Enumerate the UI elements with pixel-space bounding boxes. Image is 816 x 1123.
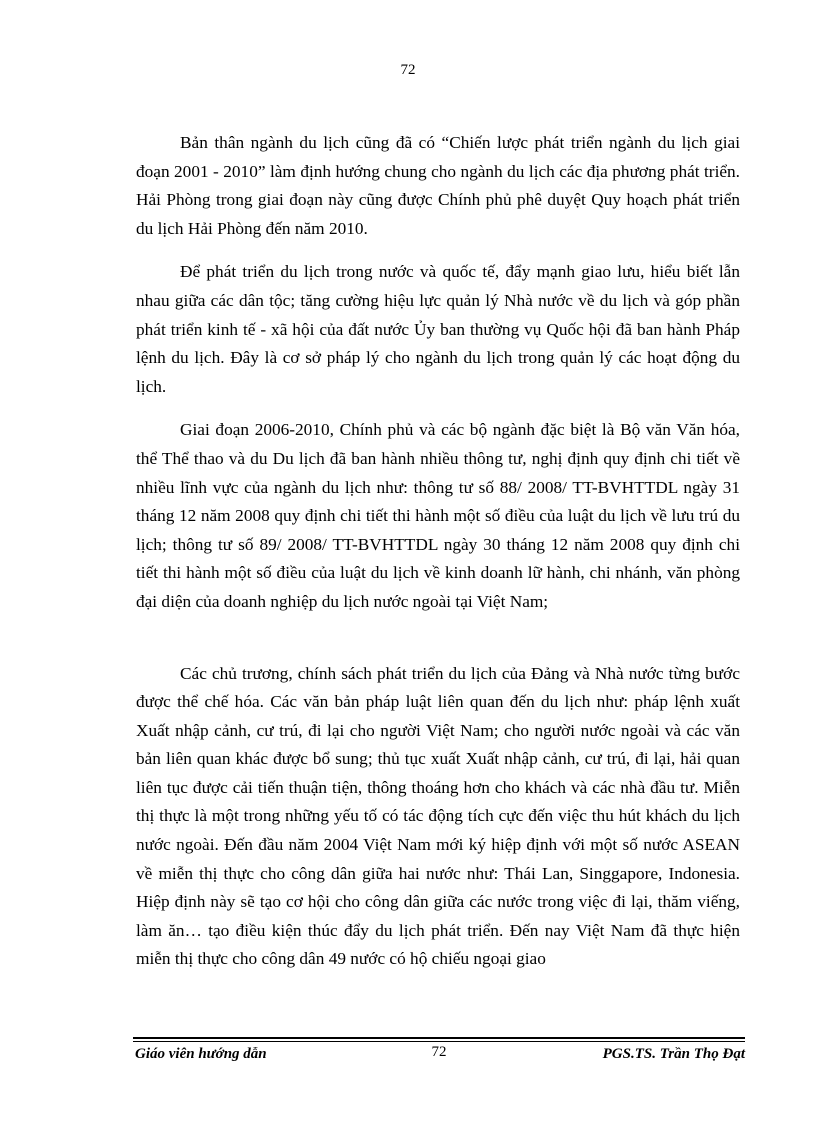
body-text (136, 129, 740, 974)
footer-supervisor-label: Giáo viên hướng dẫn (135, 1046, 267, 1062)
footer-rule-thick (133, 1037, 745, 1039)
paragraph-circulars-2006-2010: Giai đoạn 2006-2010, Chính phủ và các bộ ngành đặc biệt là Bộ văn Văn hóa, thể Thể thao và du Du lịch đã ban hành nhiều thông tư, nghị định quy định chi tiết về nhiều lĩnh vực của ngành du lịch như: thông tư số 88/ 2008/ TT-BVHTTDL ngày 31 tháng 12 năm 2008 quy định chi tiết thi hành một số điều của luật du lịch về lưu trú du lịch; thông tư số 89/ 2008/ TT-BVHTTDL ngày 30 tháng 12 năm 2008 quy định chi tiết thi hành một số điều của luật du lịch về kinh doanh lữ hành, chi nhánh, văn phòng đại diện của doanh nghiệp du lịch nước ngoài tại Việt Nam; (136, 420, 740, 611)
paragraph-tourism-ordinance: Để phát triển du lịch trong nước và quốc tế, đẩy mạnh giao lưu, hiểu biết lẫn nhau giữa các dân tộc; tăng cường hiệu lực quản lý Nhà nước về du lịch và góp phần phát triển kinh tế - xã hội của đất nước Ủy ban thường vụ Quốc hội đã ban hành Pháp lệnh du lịch. Đây là cơ sở pháp lý cho ngành du lịch trong quản lý các hoạt động du lịch. (136, 262, 740, 396)
paragraph-visa-policy: Các chủ trương, chính sách phát triển du lịch của Đảng và Nhà nước từng bước được thể chế hóa. Các văn bản pháp luật liên quan đến du lịch như: pháp lệnh xuất Xuất nhập cảnh, cư trú, đi lại cho người Việt Nam; cho người nước ngoài và các văn bản liên quan khác được bổ sung; thủ tục xuất Xuất nhập cảnh, cư trú, đi lại, hải quan liên tục được cải tiến thuận tiện, thông thoáng hơn cho khách và các nhà đầu tư. Miễn thị thực là một trong những yếu tố có tác động tích cực đến việc thu hút khách du lịch nước ngoài. Đến đầu năm 2004 Việt Nam mới ký hiệp định với một số nước ASEAN về miễn thị thực cho công dân giữa hai nước như: Thái Lan, Singgapore, Indonesia. Hiệp định này sẽ tạo cơ hội cho công dân giữa các nước trong việc đi lại, thăm viếng, làm ăn… tạo điều kiện thúc đẩy du lịch phát triển. Đến nay Việt Nam đã thực hiện miễn thị thực cho công dân 49 nước có hộ chiếu ngoại giao (136, 663, 740, 969)
page-footer (133, 1037, 745, 1071)
footer-supervisor-name: PGS.TS. Trần Thọ Đạt (602, 1046, 745, 1062)
page-number-top: 72 (400, 62, 416, 78)
paragraph-tourism-strategy: Bản thân ngành du lịch cũng đã có “Chiến lược phát triển ngành du lịch giai đoạn 2001 - 2010” làm định hướng chung cho ngành du lịch các địa phương phát triển. Hải Phòng trong giai đoạn này cũng được Chính phủ phê duyệt Quy hoạch phát triển du lịch Hải Phòng đến năm 2010. (136, 133, 740, 238)
footer-page-number: 72 (431, 1044, 447, 1060)
